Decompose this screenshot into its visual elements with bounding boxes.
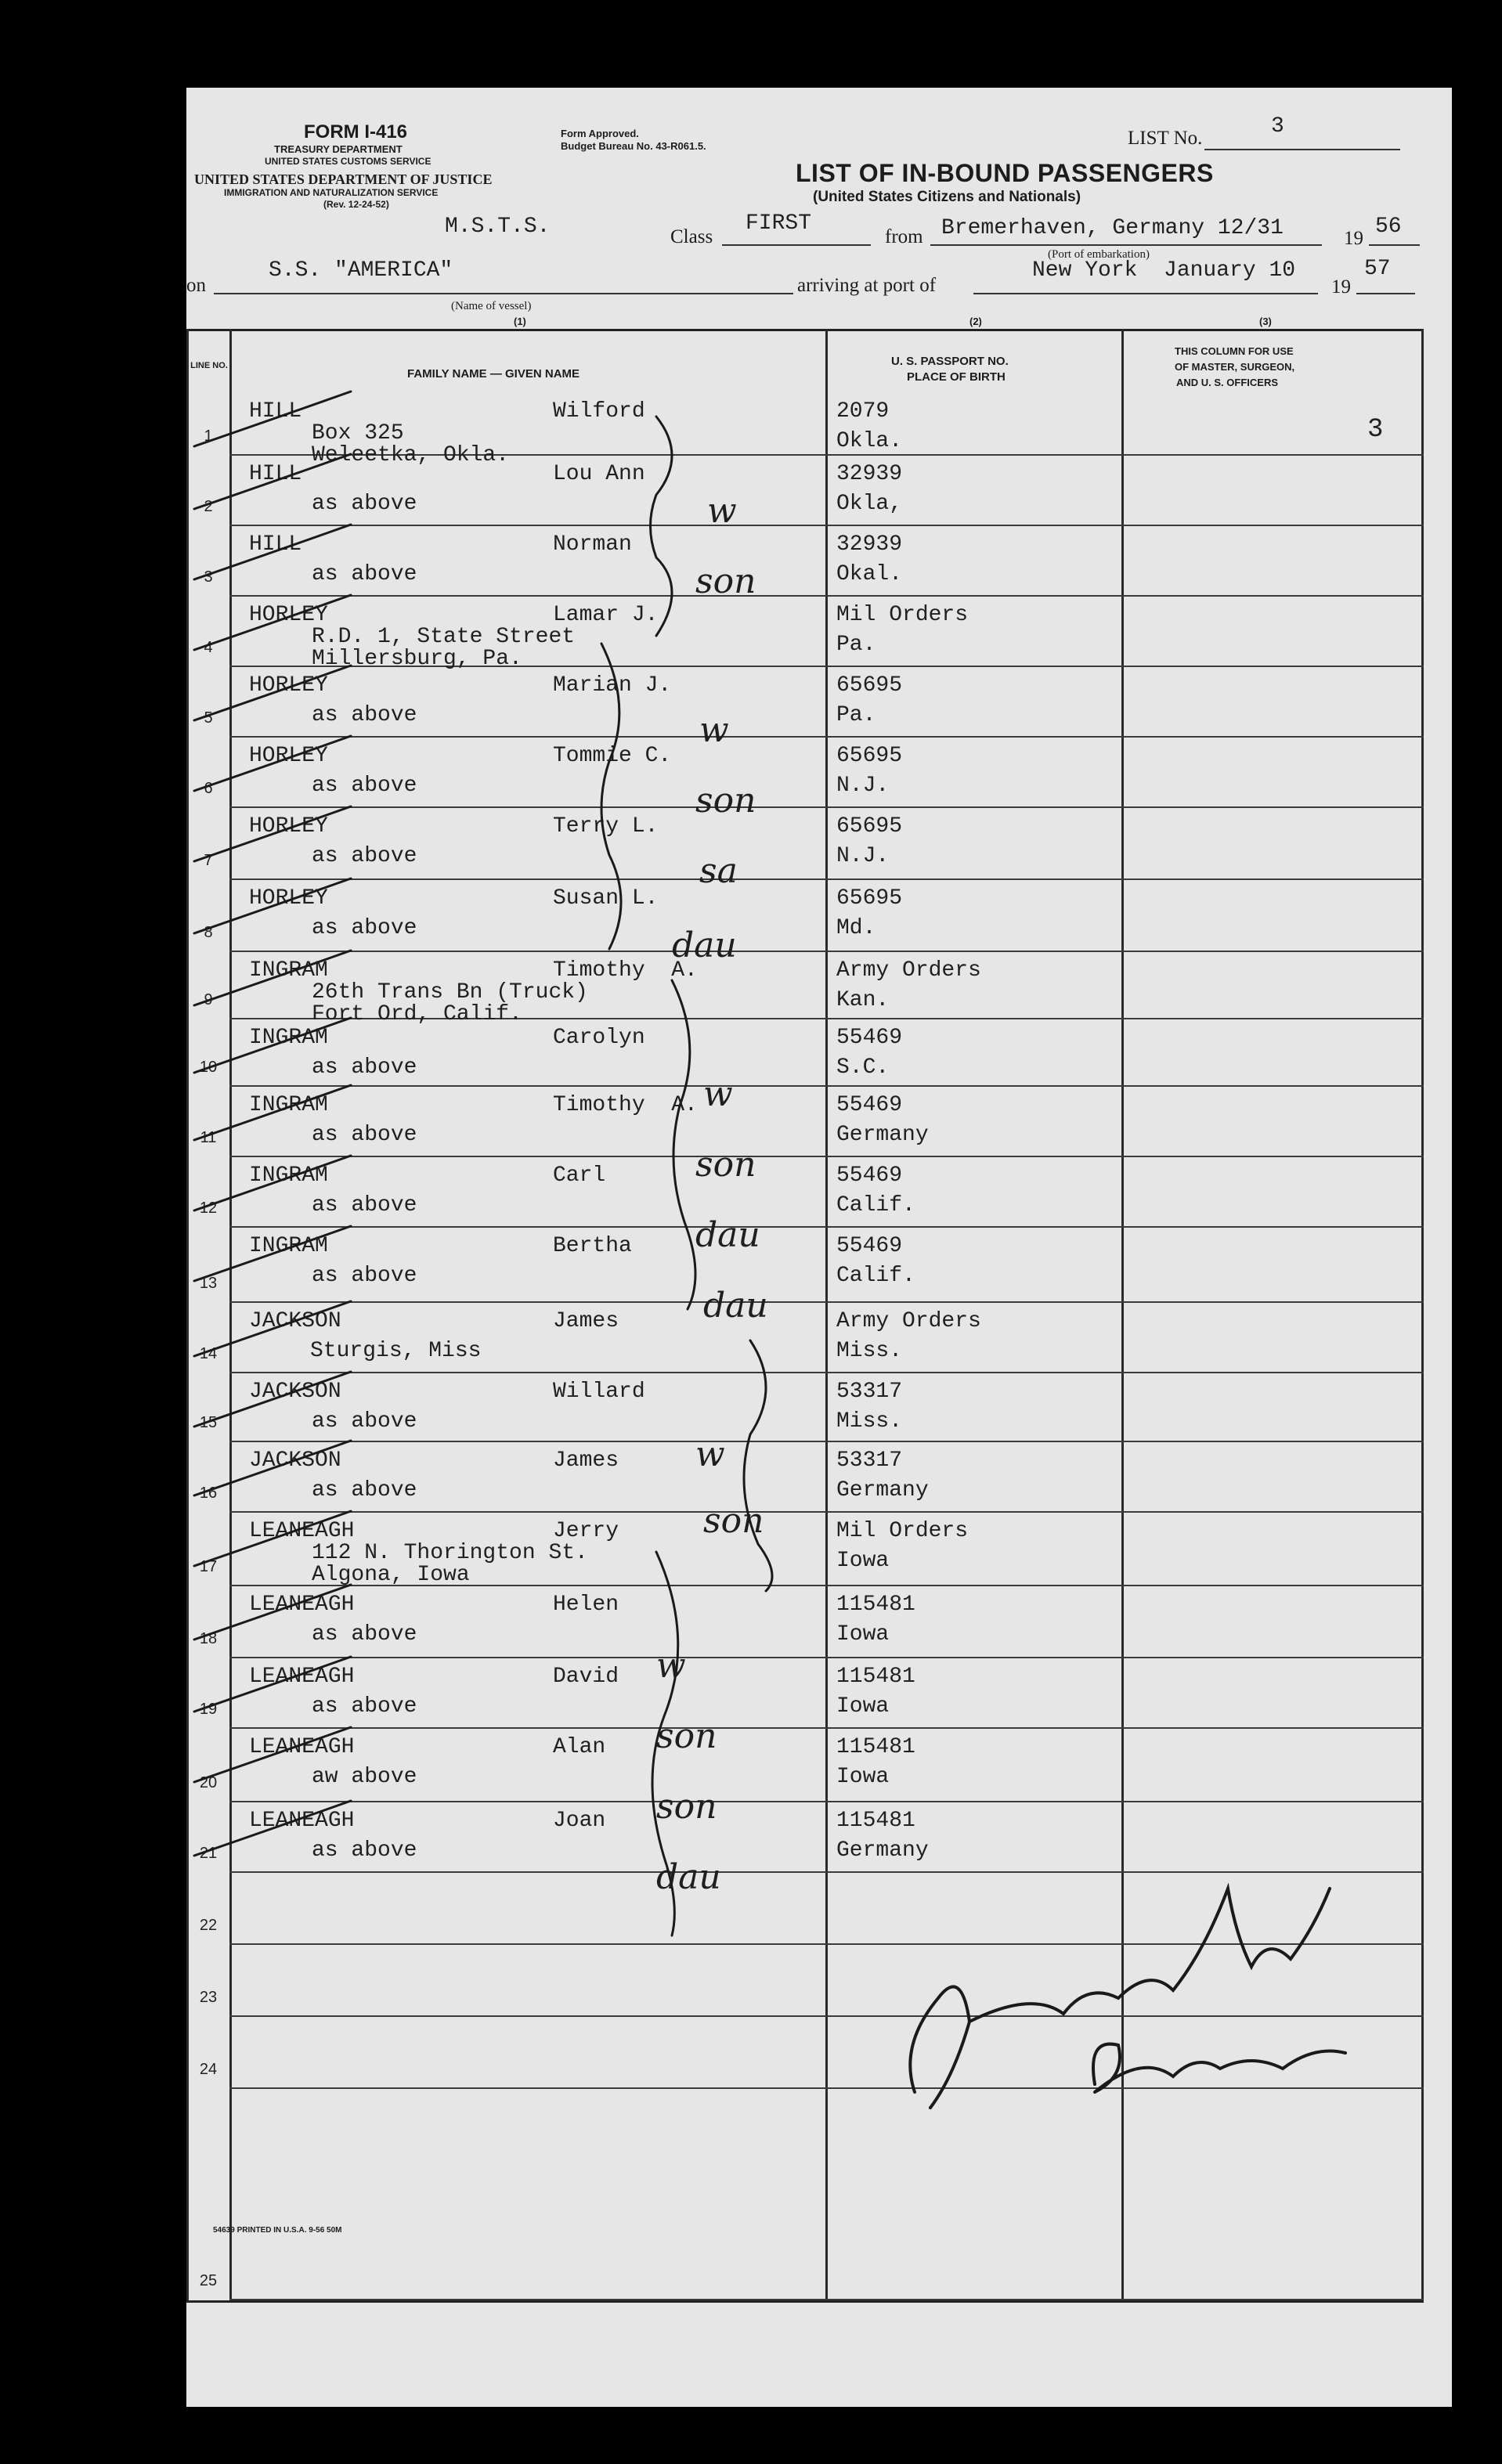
form-number: FORM I-416 [304,121,408,143]
place-of-birth: Kan. [836,988,890,1012]
line-number: 23 [199,1989,218,2006]
punch-hole [85,302,125,343]
place-of-birth: N.J. [836,844,890,868]
handwriting-overlay [186,88,1452,2407]
year1-value: 56 [1375,215,1402,239]
relation-annotation: w [703,1074,733,1114]
address-line-1: as above [312,1193,417,1218]
family-name: HILL [249,399,302,424]
class-value: FIRST [746,211,812,236]
family-name: LEANEAGH [249,1593,355,1617]
passport-number: 53317 [836,1448,903,1473]
given-name: Helen [553,1593,619,1617]
family-bracket [744,1340,772,1591]
header-officer-2: OF MASTER, SURGEON, [1175,361,1295,373]
col-num-1: (1) [514,316,526,327]
from-label: from [885,226,923,247]
address-line-2: Fort Ord, Calif. [312,1002,522,1026]
given-name: Timothy A. [553,958,698,983]
line-number: 19 [199,1701,218,1718]
passport-number: 55469 [836,1093,903,1117]
address-line-1: 112 N. Thorington St. [312,1541,588,1565]
given-name: Marian J. [553,673,672,698]
address-line-1: Sturgis, Miss [310,1339,482,1363]
passport-number: 65695 [836,673,903,698]
given-name: Joan [553,1809,606,1833]
given-name: Timothy A. [553,1093,698,1117]
place-of-birth: Miss. [836,1339,903,1363]
place-of-birth: Germany [836,1478,929,1503]
line-number: 2 [204,498,213,515]
family-bracket [651,417,673,636]
check-mark [194,666,351,720]
relation-annotation: son [703,1501,764,1541]
given-name: Alan [553,1735,606,1759]
given-name: Tommie C. [553,744,672,768]
passport-number: Army Orders [836,958,981,983]
given-name: David [553,1665,619,1689]
address-line-1: as above [312,1264,417,1288]
given-name: Carolyn [553,1026,645,1050]
line-number: 13 [199,1275,218,1292]
line-number: 22 [199,1917,218,1934]
passport-number: Mil Orders [836,1519,969,1543]
address-line-1: R.D. 1, State Street [312,625,576,649]
line-number: 10 [199,1059,218,1076]
passport-number: 32939 [836,462,903,486]
line-number: 16 [199,1485,218,1502]
passport-number: 65695 [836,814,903,839]
given-name: Jerry [553,1519,619,1543]
family-name: HORLEY [249,673,328,698]
family-name: HORLEY [249,744,328,768]
place-of-birth: Okal. [836,562,903,586]
passport-number: Army Orders [836,1309,981,1333]
signature-note-stroke [1093,2044,1345,2092]
relation-annotation: w [699,710,729,750]
place-of-birth: Okla, [836,492,903,516]
year2-prefix: 19 [1331,276,1351,298]
line-number: 20 [199,1774,218,1791]
check-mark [194,1372,351,1427]
page-title: LIST OF IN-BOUND PASSENGERS [796,159,1214,187]
check-mark [194,806,351,861]
line-number: 3 [204,568,213,586]
line-number: 9 [204,991,213,1008]
family-bracket [672,980,695,1309]
line-number: 18 [199,1630,218,1647]
check-mark [194,1727,351,1782]
family-name: HORLEY [249,886,328,911]
family-name: JACKSON [249,1448,341,1473]
relation-annotation: w [656,1646,686,1686]
place-of-birth: Germany [836,1123,929,1147]
check-mark [194,595,351,650]
year2-value: 57 [1364,257,1391,281]
passport-number: 53317 [836,1380,903,1404]
given-name: Lamar J. [553,603,659,627]
address-line-1: as above [312,1694,417,1719]
check-mark [194,878,351,933]
address-line-1: Box 325 [312,421,404,446]
place-of-birth: Miss. [836,1409,903,1434]
check-mark [194,951,351,1005]
budget-label: Budget Bureau No. 43-R061.5. [561,140,706,152]
place-of-birth: Pa. [836,633,876,657]
check-mark [194,1301,351,1356]
passport-number: 115481 [836,1809,915,1833]
check-mark [194,1085,351,1140]
family-name: LEANEAGH [249,1665,355,1689]
passport-number: 2079 [836,399,890,424]
on-label: on [186,275,206,296]
immigration-label: IMMIGRATION AND NATURALIZATION SERVICE [224,187,439,198]
address-line-1: as above [312,1123,417,1147]
line-number: 8 [204,924,213,941]
line-number: 15 [199,1414,218,1431]
line-number: 24 [199,2061,218,2078]
treasury-label: TREASURY DEPARTMENT [274,143,403,155]
given-name: Terry L. [553,814,659,839]
arriving-label: arriving at port of [797,275,937,296]
given-name: Norman [553,532,632,557]
check-mark [194,1156,351,1210]
port-embark-label: (Port of embarkation) [1048,248,1150,261]
family-name: LEANEAGH [249,1735,355,1759]
given-name: James [553,1448,619,1473]
address-line-1: as above [312,1622,417,1647]
address-line-1: as above [312,774,417,798]
line-number: 17 [199,1558,218,1575]
family-name: LEANEAGH [249,1809,355,1833]
list-no-value: 3 [1271,114,1284,139]
approved-label: Form Approved. [561,128,639,139]
page-subtitle: (United States Citizens and Nationals) [813,189,1081,205]
relation-annotation: sa [699,851,738,891]
relation-annotation: son [695,561,756,601]
check-mark [194,454,351,509]
address-line-1: as above [312,492,417,516]
check-mark [194,1801,351,1856]
family-name: HORLEY [249,814,328,839]
family-bracket [601,644,621,949]
family-name: HORLEY [249,603,328,627]
officer-mark: 3 [1367,415,1384,445]
relation-annotation: dau [695,1215,760,1255]
vessel-name: S.S. "AMERICA" [269,258,453,283]
place-of-birth: Okla. [836,429,903,453]
relation-annotation: w [695,1434,725,1474]
address-line-1: as above [312,1055,417,1080]
address-line-2: Millersburg, Pa. [312,647,522,671]
header-name: FAMILY NAME — GIVEN NAME [407,367,580,381]
check-mark [194,1511,351,1566]
family-name: JACKSON [249,1380,341,1404]
check-mark [194,391,351,446]
place-of-birth: Iowa [836,1549,890,1573]
passport-number: 115481 [836,1735,915,1759]
place-of-birth: S.C. [836,1055,890,1080]
place-of-birth: Pa. [836,703,876,727]
list-no-label: LIST No. [1128,128,1203,149]
line-number: 14 [199,1345,218,1362]
year1-prefix: 19 [1344,228,1363,249]
passport-number: 55469 [836,1234,903,1258]
header-birth: PLACE OF BIRTH [907,370,1006,384]
family-name: INGRAM [249,1026,328,1050]
address-line-1: as above [312,562,417,586]
passenger-list-document [186,88,1452,2407]
line-number: 5 [204,709,213,727]
given-name: Susan L. [553,886,659,911]
given-name: Willard [553,1380,645,1404]
family-name: JACKSON [249,1309,341,1333]
header-line-no: LINE NO. [190,361,228,370]
check-mark [194,736,351,791]
given-name: Bertha [553,1234,632,1258]
address-line-1: as above [312,703,417,727]
place-of-birth: Iowa [836,1622,890,1647]
header-officer-1: THIS COLUMN FOR USE [1175,345,1294,357]
address-line-1: as above [312,1409,417,1434]
line-number: 11 [200,1129,217,1146]
check-mark [194,1585,351,1640]
header-passport: U. S. PASSPORT NO. [891,355,1009,368]
address-line-2: Algona, Iowa [312,1563,470,1587]
check-mark [194,1018,351,1073]
relation-annotation: son [656,1787,717,1827]
check-mark [194,1657,351,1712]
place-of-birth: Calif. [836,1193,915,1218]
line-number: 4 [204,639,213,656]
line-number: 25 [199,2272,218,2289]
family-name: LEANEAGH [249,1519,355,1543]
from-value: Bremerhaven, Germany 12/31 [941,216,1284,240]
passport-number: 55469 [836,1026,903,1050]
relation-annotation: son [695,1145,756,1185]
col-num-3: (3) [1259,316,1272,327]
relation-annotation: son [695,781,756,821]
place-of-birth: Calif. [836,1264,915,1288]
place-of-birth: N.J. [836,774,890,798]
family-name: INGRAM [249,1234,328,1258]
line-number: 21 [199,1845,218,1862]
family-name: INGRAM [249,958,328,983]
punch-hole [86,1156,127,1196]
passport-number: 55469 [836,1163,903,1188]
passport-number: 65695 [836,886,903,911]
address-line-2: Weleetka, Okla. [312,443,510,467]
relation-annotation: w [707,491,737,531]
place-of-birth: Md. [836,916,876,940]
given-name: James [553,1309,619,1333]
check-mark [194,525,351,579]
justice-label: UNITED STATES DEPARTMENT OF JUSTICE [194,171,493,187]
family-name: INGRAM [249,1093,328,1117]
line-number: 1 [204,428,213,445]
family-name: INGRAM [249,1163,328,1188]
address-line-1: as above [312,1838,417,1863]
relation-annotation: dau [656,1857,721,1897]
family-name: HILL [249,532,302,557]
relation-annotation: dau [703,1286,768,1326]
check-mark [194,1226,351,1281]
passport-number: 32939 [836,532,903,557]
footer-print-code: 54639 PRINTED IN U.S.A. 9-56 50M [213,2226,342,2235]
passport-number: Mil Orders [836,603,969,627]
given-name: Carl [553,1163,606,1188]
passport-number: 65695 [836,744,903,768]
col-num-2: (2) [969,316,982,327]
passport-number: 115481 [836,1665,915,1689]
header-officer-3: AND U. S. OFFICERS [1176,377,1279,388]
given-name: Lou Ann [553,462,645,486]
address-line-1: as above [312,844,417,868]
relation-annotation: son [656,1716,717,1756]
line-number: 7 [204,852,213,869]
address-line-1: as above [312,1478,417,1503]
rev-label: (Rev. 12-24-52) [323,199,389,210]
passport-number: 115481 [836,1593,915,1617]
arrival-value: New York January 10 [1032,258,1296,283]
msts-label: M.S.T.S. [445,215,551,239]
class-label: Class [670,226,713,247]
address-line-1: 26th Trans Bn (Truck) [312,980,588,1005]
place-of-birth: Germany [836,1838,929,1863]
check-mark [194,1441,351,1495]
given-name: Wilford [553,399,645,424]
punch-hole [88,2006,128,2047]
family-name: HILL [249,462,302,486]
address-line-1: aw above [312,1765,417,1789]
customs-label: UNITED STATES CUSTOMS SERVICE [265,156,431,167]
line-number: 6 [204,780,213,797]
relation-annotation: dau [672,925,737,965]
line-number: 12 [199,1200,218,1217]
vessel-label: (Name of vessel) [451,300,532,312]
place-of-birth: Iowa [836,1765,890,1789]
place-of-birth: Iowa [836,1694,890,1719]
address-line-1: as above [312,916,417,940]
